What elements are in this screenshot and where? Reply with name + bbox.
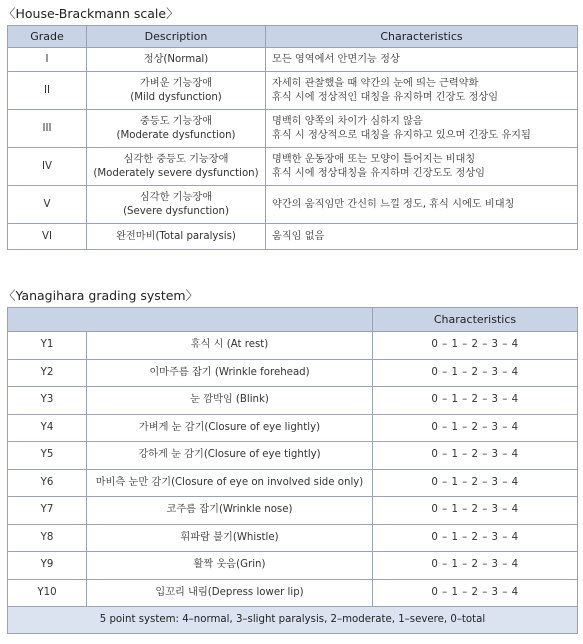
- characteristics-cell: [266, 110, 578, 148]
- grade-cell: I: [8, 48, 87, 72]
- house-brackmann-title: 〈House-Brackmann scale〉: [3, 6, 179, 21]
- yanagihara-title: 〈Yanagihara grading system〉: [3, 288, 199, 303]
- description-line: 정상(Normal): [143, 53, 209, 65]
- table-row: [8, 442, 578, 470]
- grade-cell: VI: [8, 224, 87, 250]
- table-row: [8, 48, 578, 72]
- characteristics-cell: [266, 72, 578, 110]
- description-header: Description: [87, 26, 266, 48]
- grade-cell: II: [8, 72, 87, 110]
- description-line: 심각한 중등도 기능장애: [123, 153, 229, 165]
- footer-row: [8, 607, 578, 634]
- table-row: [8, 387, 578, 415]
- scale-cell: 0 – 1 – 2 – 3 – 4: [373, 552, 578, 580]
- table-row: [8, 110, 578, 148]
- characteristics-line: 움직임 없음: [272, 230, 325, 242]
- table-row: [8, 497, 578, 525]
- characteristics-line: 명백히 양쪽의 차이가 심하지 않음: [272, 115, 423, 127]
- code-cell: Y5: [8, 442, 87, 470]
- description-line: (Moderate dysfunction): [116, 129, 236, 141]
- scale-cell: 0 – 1 – 2 – 3 – 4: [373, 579, 578, 607]
- table-row: [8, 579, 578, 607]
- description-line: 중등도 기능장애: [139, 115, 213, 127]
- characteristics-line: 약간의 움직임만 간신히 느낄 정도, 휴식 시에도 비대칭: [272, 198, 515, 210]
- scale-cell: 0 – 1 – 2 – 3 – 4: [373, 414, 578, 442]
- characteristics-line: 휴식 시 정상적으로 대칭을 유지하고 있으며 긴장도 유지됨: [272, 129, 531, 141]
- house-brackmann-header-row: [8, 26, 578, 48]
- code-cell: Y8: [8, 524, 87, 552]
- description-line: 심각한 기능장애: [139, 191, 213, 203]
- description-line: (Mild dysfunction): [130, 91, 222, 103]
- code-cell: Y4: [8, 414, 87, 442]
- item-cell: 활짝 웃음(Grin): [87, 552, 373, 580]
- grade-cell: V: [8, 186, 87, 224]
- characteristics-header: Characteristics: [266, 26, 578, 48]
- grade-header: Grade: [8, 26, 87, 48]
- code-cell: Y2: [8, 359, 87, 387]
- description-line: (Moderately severe dysfunction): [93, 167, 259, 179]
- characteristics-line: 휴식 시에 정상적인 대칭을 유지하며 긴장도 정상임: [272, 91, 499, 103]
- table-row: [8, 552, 578, 580]
- table-row: [8, 224, 578, 250]
- code-cell: Y7: [8, 497, 87, 525]
- item-cell: 눈 깜박임 (Blink): [87, 387, 373, 415]
- characteristics-line: 명백한 운동장애 또는 모양이 틀어지는 비대칭: [272, 153, 476, 165]
- scale-cell: 0 – 1 – 2 – 3 – 4: [373, 524, 578, 552]
- description-line: (Severe dysfunction): [123, 205, 229, 217]
- table-row: [8, 148, 578, 186]
- characteristics-header: Characteristics: [373, 308, 578, 332]
- grade-cell: IV: [8, 148, 87, 186]
- table-row: [8, 359, 578, 387]
- code-cell: Y6: [8, 469, 87, 497]
- scale-legend: 5 point system: 4–normal, 3–slight paralysis, 2–moderate, 1–severe, 0–total: [8, 607, 578, 634]
- scale-cell: 0 – 1 – 2 – 3 – 4: [373, 497, 578, 525]
- item-cell: 코주름 잡기(Wrinkle nose): [87, 497, 373, 525]
- item-cell: 가벼게 눈 감기(Closure of eye lightly): [87, 414, 373, 442]
- characteristics-cell: [266, 48, 578, 72]
- item-cell: 이마주름 잡기 (Wrinkle forehead): [87, 359, 373, 387]
- characteristics-line: 모든 영역에서 안면기능 정상: [272, 53, 400, 65]
- grade-cell: III: [8, 110, 87, 148]
- blank-header: [8, 308, 373, 332]
- description-cell: [87, 186, 266, 224]
- item-cell: 휘파람 불기(Whistle): [87, 524, 373, 552]
- code-cell: Y1: [8, 332, 87, 360]
- table-row: [8, 524, 578, 552]
- yanagihara-table: [7, 307, 578, 634]
- description-cell: [87, 110, 266, 148]
- description-cell: [87, 48, 266, 72]
- table-row: [8, 414, 578, 442]
- table-row: [8, 469, 578, 497]
- characteristics-line: 휴식 시에 정상대칭을 유지하며 긴장도도 정상임: [272, 167, 486, 179]
- table-row: [8, 332, 578, 360]
- item-cell: 입꼬리 내림(Depress lower lip): [87, 579, 373, 607]
- description-line: 가벼운 기능장애: [139, 77, 213, 89]
- code-cell: Y9: [8, 552, 87, 580]
- item-cell: 강하게 눈 감기(Closure of eye tightly): [87, 442, 373, 470]
- characteristics-cell: [266, 148, 578, 186]
- table-row: [8, 72, 578, 110]
- scale-cell: 0 – 1 – 2 – 3 – 4: [373, 442, 578, 470]
- item-cell: 휴식 시 (At rest): [87, 332, 373, 360]
- description-line: 완전마비(Total paralysis): [116, 230, 236, 242]
- house-brackmann-table: [7, 25, 578, 250]
- item-cell: 마비측 눈만 감기(Closure of eye on involved side only): [87, 469, 373, 497]
- characteristics-cell: [266, 224, 578, 250]
- scale-cell: 0 – 1 – 2 – 3 – 4: [373, 359, 578, 387]
- scale-cell: 0 – 1 – 2 – 3 – 4: [373, 469, 578, 497]
- code-cell: Y10: [8, 579, 87, 607]
- code-cell: Y3: [8, 387, 87, 415]
- table-row: [8, 186, 578, 224]
- characteristics-line: 자세히 관찰했을 때 약간의 눈에 띄는 근력약화: [272, 77, 479, 89]
- characteristics-cell: [266, 186, 578, 224]
- yanagihara-header-row: [8, 308, 578, 332]
- scale-cell: 0 – 1 – 2 – 3 – 4: [373, 332, 578, 360]
- description-cell: [87, 224, 266, 250]
- description-cell: [87, 148, 266, 186]
- scale-cell: 0 – 1 – 2 – 3 – 4: [373, 387, 578, 415]
- description-cell: [87, 72, 266, 110]
